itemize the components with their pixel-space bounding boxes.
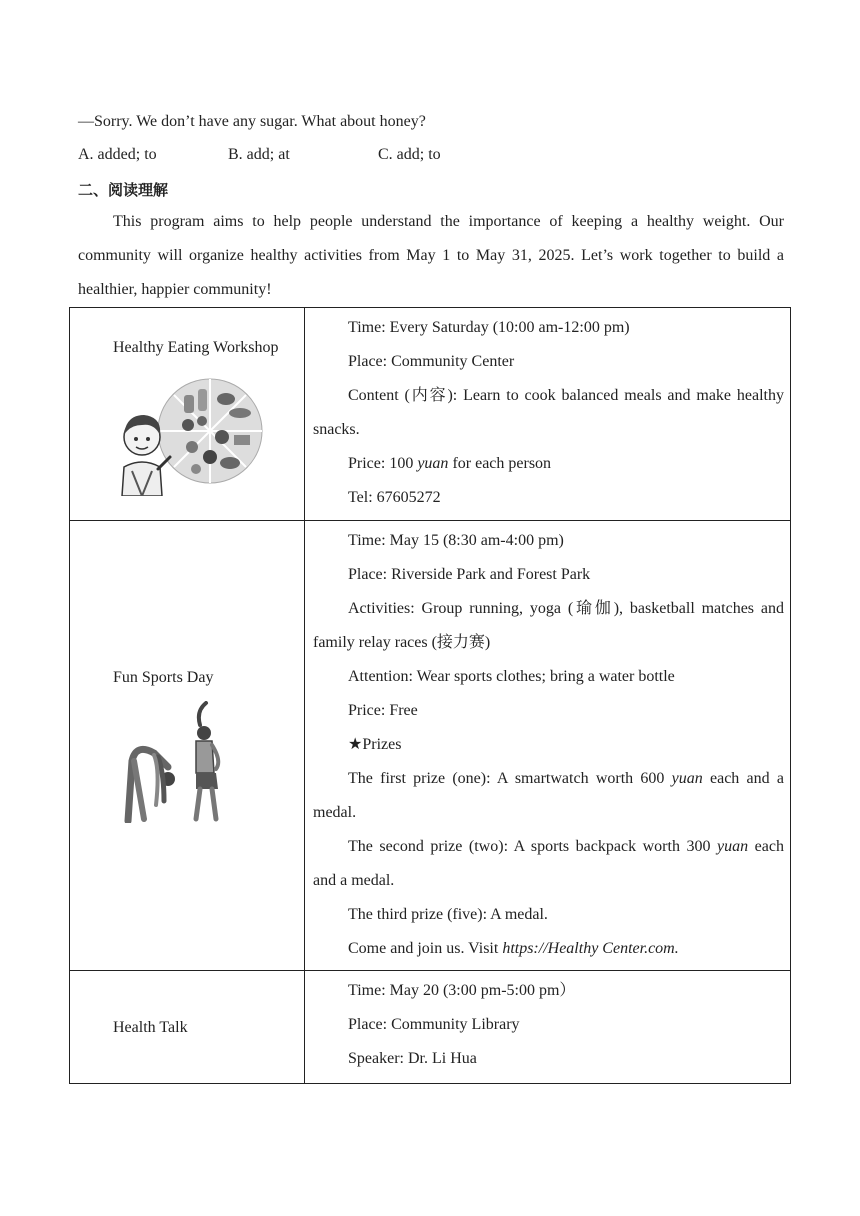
sports-cell xyxy=(70,521,305,971)
workshop-price-prefix: Price: 100 xyxy=(348,455,418,472)
talk-cell xyxy=(70,971,305,1084)
intro-paragraph xyxy=(78,205,784,307)
option-a: A. added; to xyxy=(78,146,157,163)
first-prize-unit: yuan xyxy=(671,770,703,787)
sports-title: Fun Sports Day xyxy=(113,669,214,686)
exercise-illustration xyxy=(124,701,224,823)
table-row-talk xyxy=(70,971,791,1084)
sports-details xyxy=(305,521,791,971)
first-prize-a: The first prize (one): A smartwatch worth 600 xyxy=(348,770,672,787)
option-c: C. add; to xyxy=(378,146,441,163)
sports-place: Place: Riverside Park and Forest Park xyxy=(348,566,591,583)
table-row-workshop xyxy=(70,308,791,521)
second-prize-unit: yuan xyxy=(717,838,749,855)
workshop-price-unit: yuan xyxy=(417,455,449,472)
talk-details xyxy=(305,971,791,1084)
dialog-line: —Sorry. We don’t have any sugar. What about honey? xyxy=(78,113,426,130)
sports-prizes: ★Prizes xyxy=(348,736,402,753)
workshop-title: Healthy Eating Workshop xyxy=(113,339,279,356)
sports-attention: Attention: Wear sports clothes; bring a water bottle xyxy=(348,668,675,685)
sports-time: Time: May 15 (8:30 am-4:00 pm) xyxy=(348,532,564,549)
section-heading: 二、阅读理解 xyxy=(78,181,169,199)
workshop-details xyxy=(305,308,791,521)
second-prize-b: each and a medal. xyxy=(313,838,784,889)
workshop-content: Content (内容): Learn to cook balanced meals and make healthy snacks. xyxy=(313,387,784,438)
sports-activities: Activities: Group running, yoga (瑜伽), basketball matches and family relay races (接力赛) xyxy=(313,600,784,651)
events-table xyxy=(69,307,791,1084)
workshop-price-suffix: for each person xyxy=(448,455,552,472)
workshop-tel: Tel: 67605272 xyxy=(348,489,441,506)
website-link[interactable]: https://Healthy Center.com. xyxy=(502,940,679,957)
talk-title: Health Talk xyxy=(113,1019,188,1036)
workshop-cell xyxy=(70,308,305,521)
second-prize-a: The second prize (two): A sports backpack worth 300 xyxy=(348,838,718,855)
option-b: B. add; at xyxy=(228,146,290,163)
workshop-time: Time: Every Saturday (10:00 am-12:00 pm) xyxy=(348,319,630,336)
workshop-place: Place: Community Center xyxy=(348,353,515,370)
talk-speaker: Speaker: Dr. Li Hua xyxy=(348,1050,477,1067)
intro-text: This program aims to help people understand the importance of keeping a healthy weight. Our community will organize healthy activities from May 1 to May 31, 2025. Let’s work together to build a healthier, happier community! xyxy=(78,213,784,298)
sports-price: Price: Free xyxy=(348,702,418,719)
join-text: Come and join us. Visit xyxy=(348,940,503,957)
third-prize: The third prize (five): A medal. xyxy=(348,906,548,923)
talk-time: Time: May 20 (3:00 pm-5:00 pm） xyxy=(348,982,576,999)
table-row-sports xyxy=(70,521,791,971)
first-prize-b: each and a medal. xyxy=(313,770,784,821)
talk-place: Place: Community Library xyxy=(348,1016,520,1033)
healthy-plate-illustration xyxy=(114,371,264,496)
